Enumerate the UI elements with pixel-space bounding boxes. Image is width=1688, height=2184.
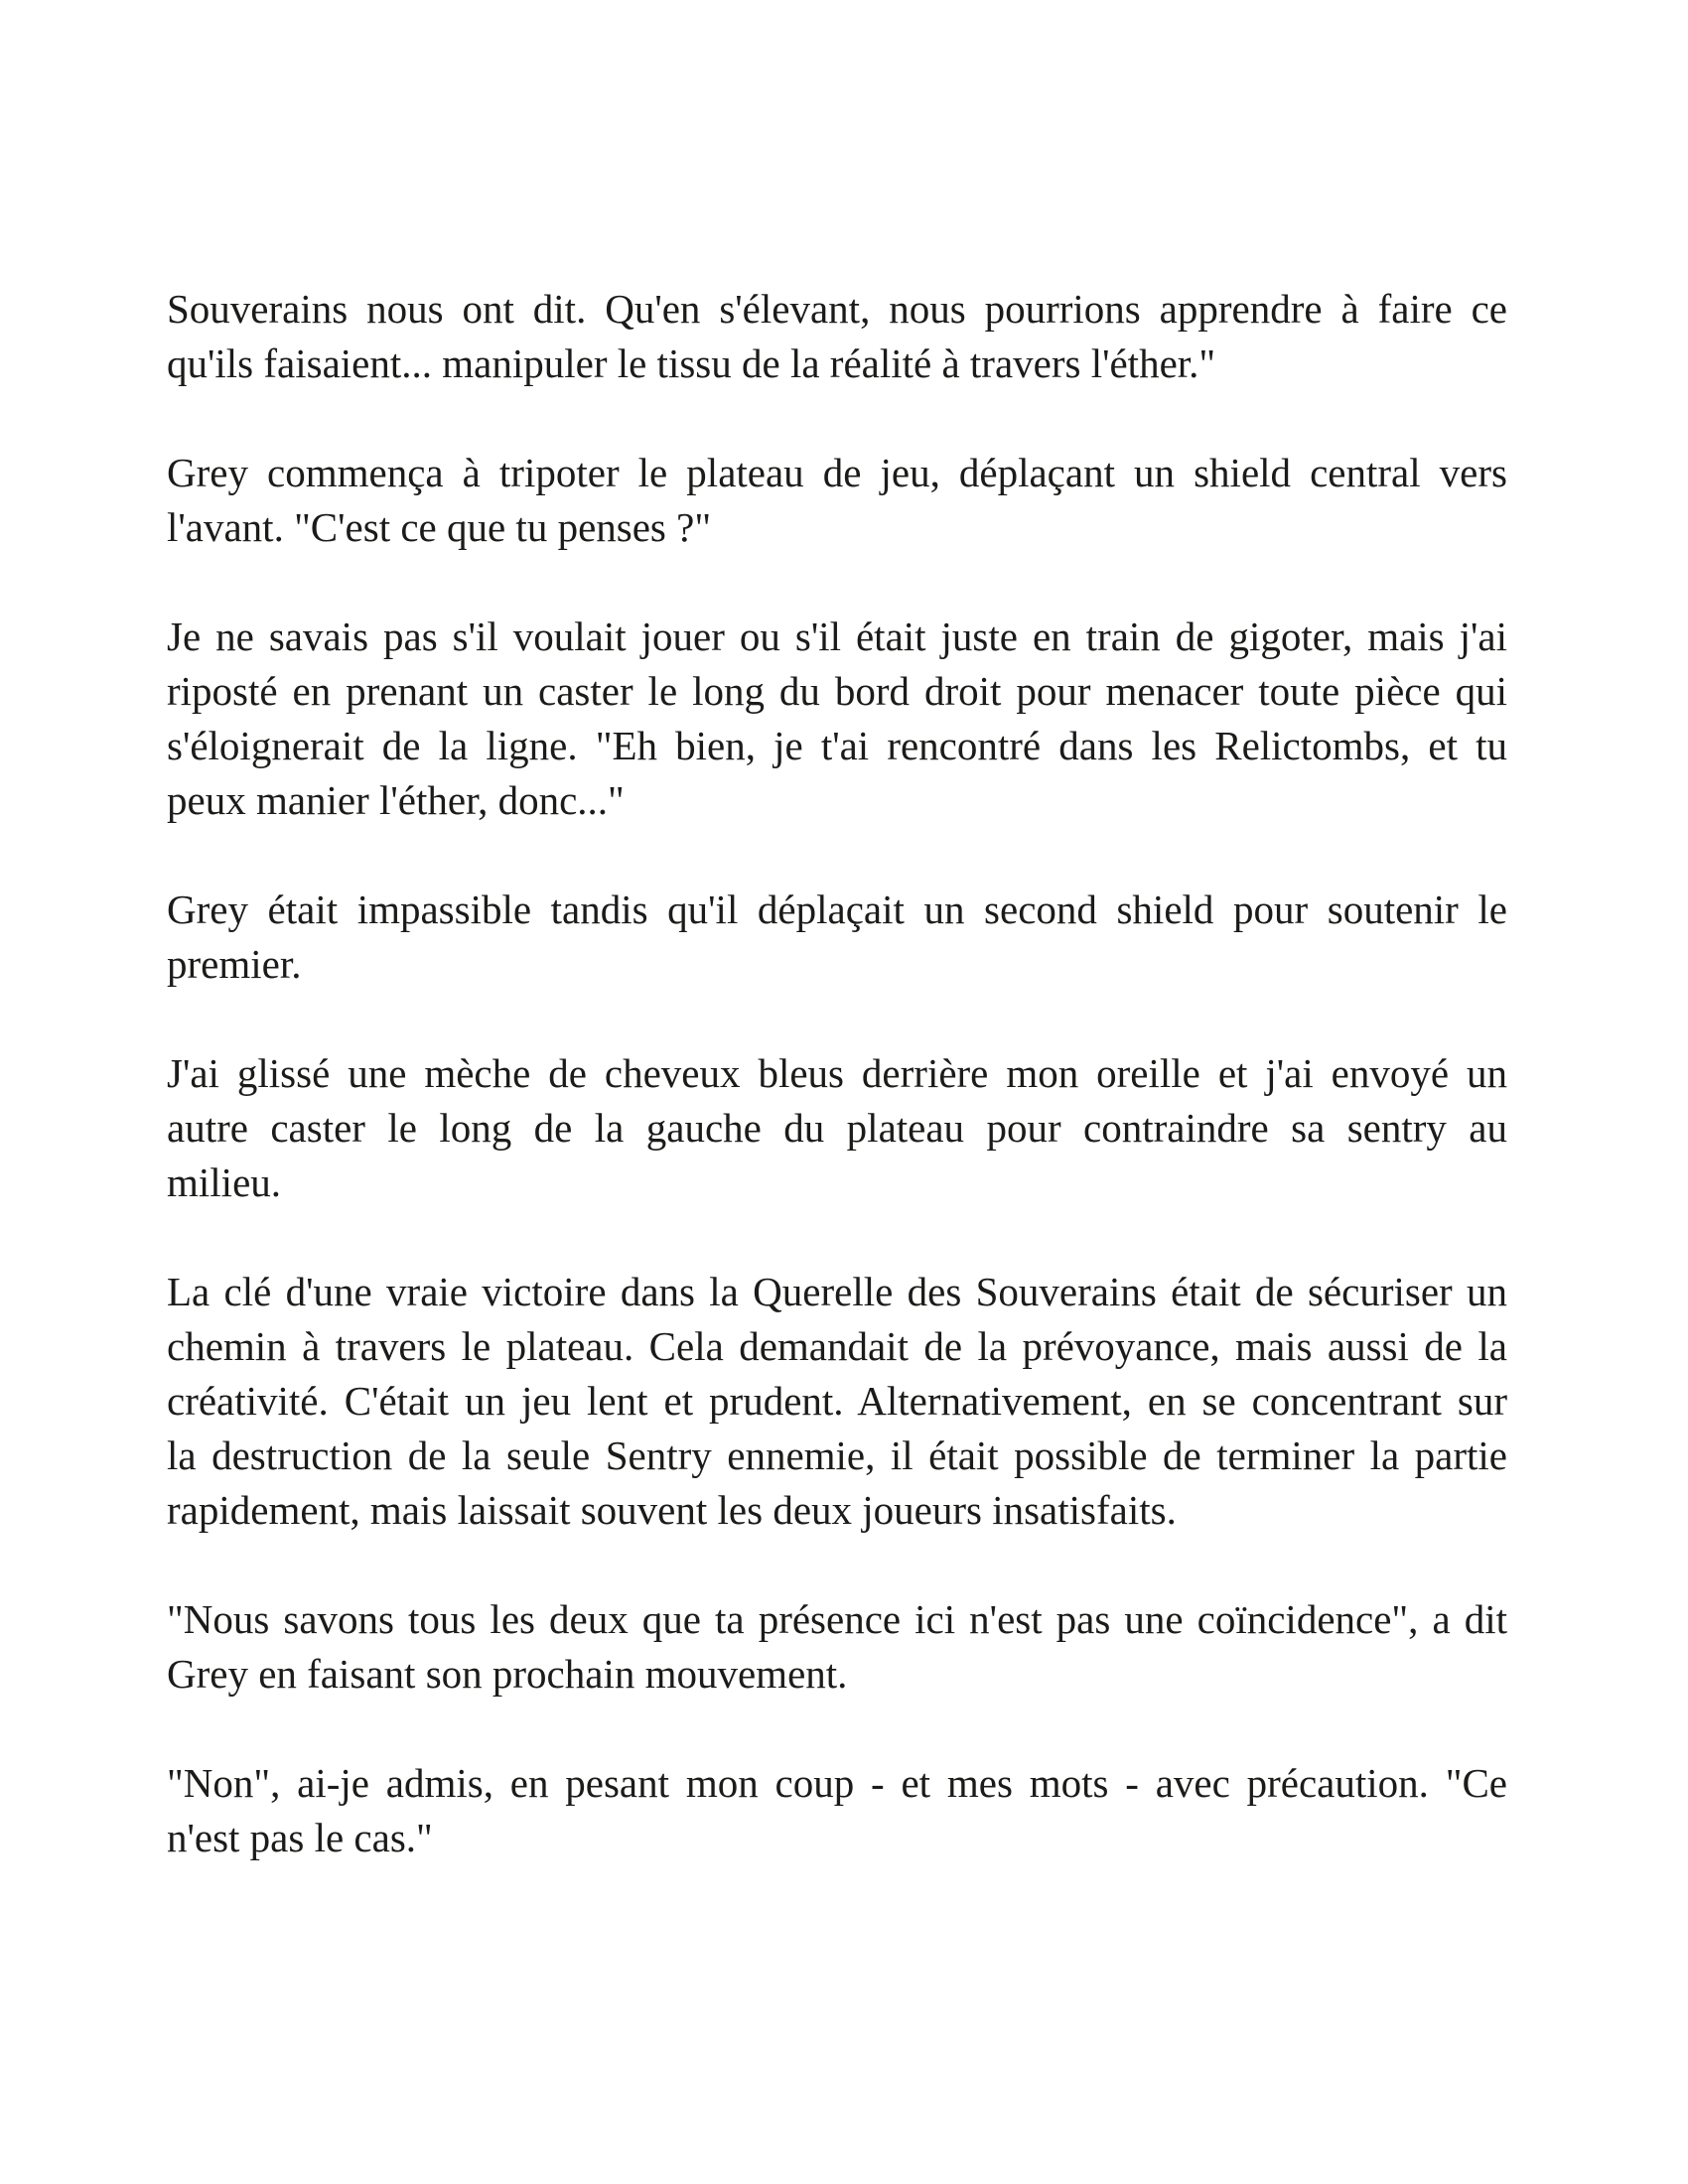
text-line: s'éloignerait de la ligne. "Eh bien, je t'ai rencontré dans les Relictombs, et tu xyxy=(167,723,1507,768)
text-line: créativité. C'était un jeu lent et prudent. Alternativement, en se concentrant sur xyxy=(167,1378,1507,1424)
text-line: la destruction de la seule Sentry ennemie, il était possible de terminer la partie xyxy=(167,1433,1507,1478)
text-line: milieu. xyxy=(167,1160,282,1205)
paragraph xyxy=(167,1265,1507,1538)
story-text-block xyxy=(167,282,1507,1865)
text-line: Grey commença à tripoter le plateau de jeu, déplaçant un shield central vers xyxy=(167,450,1507,495)
paragraph xyxy=(167,1756,1507,1865)
paragraph xyxy=(167,610,1507,828)
text-line: autre caster le long de la gauche du plateau pour contraindre sa sentry au xyxy=(167,1105,1507,1151)
text-line: "Non", ai-je admis, en pesant mon coup - et mes mots - avec précaution. "Ce xyxy=(167,1760,1507,1806)
text-line: chemin à travers le plateau. Cela demandait de la prévoyance, mais aussi de la xyxy=(167,1323,1507,1369)
paragraph xyxy=(167,446,1507,555)
text-line: riposté en prenant un caster le long du bord droit pour menacer toute pièce qui xyxy=(167,668,1507,714)
text-line: La clé d'une vraie victoire dans la Querelle des Souverains était de sécuriser un xyxy=(167,1269,1507,1314)
text-line: "Nous savons tous les deux que ta présence ici n'est pas une coïncidence", a dit xyxy=(167,1596,1507,1642)
text-line: peux manier l'éther, donc..." xyxy=(167,777,625,823)
text-line: Je ne savais pas s'il voulait jouer ou s'il était juste en train de gigoter, mais j'ai xyxy=(167,614,1507,659)
paragraph xyxy=(167,1592,1507,1702)
text-line: qu'ils faisaient... manipuler le tissu de la réalité à travers l'éther." xyxy=(167,341,1216,386)
text-line: J'ai glissé une mèche de cheveux bleus derrière mon oreille et j'ai envoyé un xyxy=(167,1050,1507,1096)
text-line: premier. xyxy=(167,941,302,987)
text-line: Souverains nous ont dit. Qu'en s'élevant, nous pourrions apprendre à faire ce xyxy=(167,286,1507,332)
text-line: rapidement, mais laissait souvent les deux joueurs insatisfaits. xyxy=(167,1487,1177,1533)
paragraph xyxy=(167,282,1507,391)
paragraph xyxy=(167,883,1507,992)
text-line: l'avant. "C'est ce que tu penses ?" xyxy=(167,504,712,550)
text-line: Grey en faisant son prochain mouvement. xyxy=(167,1651,848,1697)
paragraph xyxy=(167,1046,1507,1210)
text-line: n'est pas le cas." xyxy=(167,1815,433,1860)
text-line: Grey était impassible tandis qu'il déplaçait un second shield pour soutenir le xyxy=(167,887,1507,932)
